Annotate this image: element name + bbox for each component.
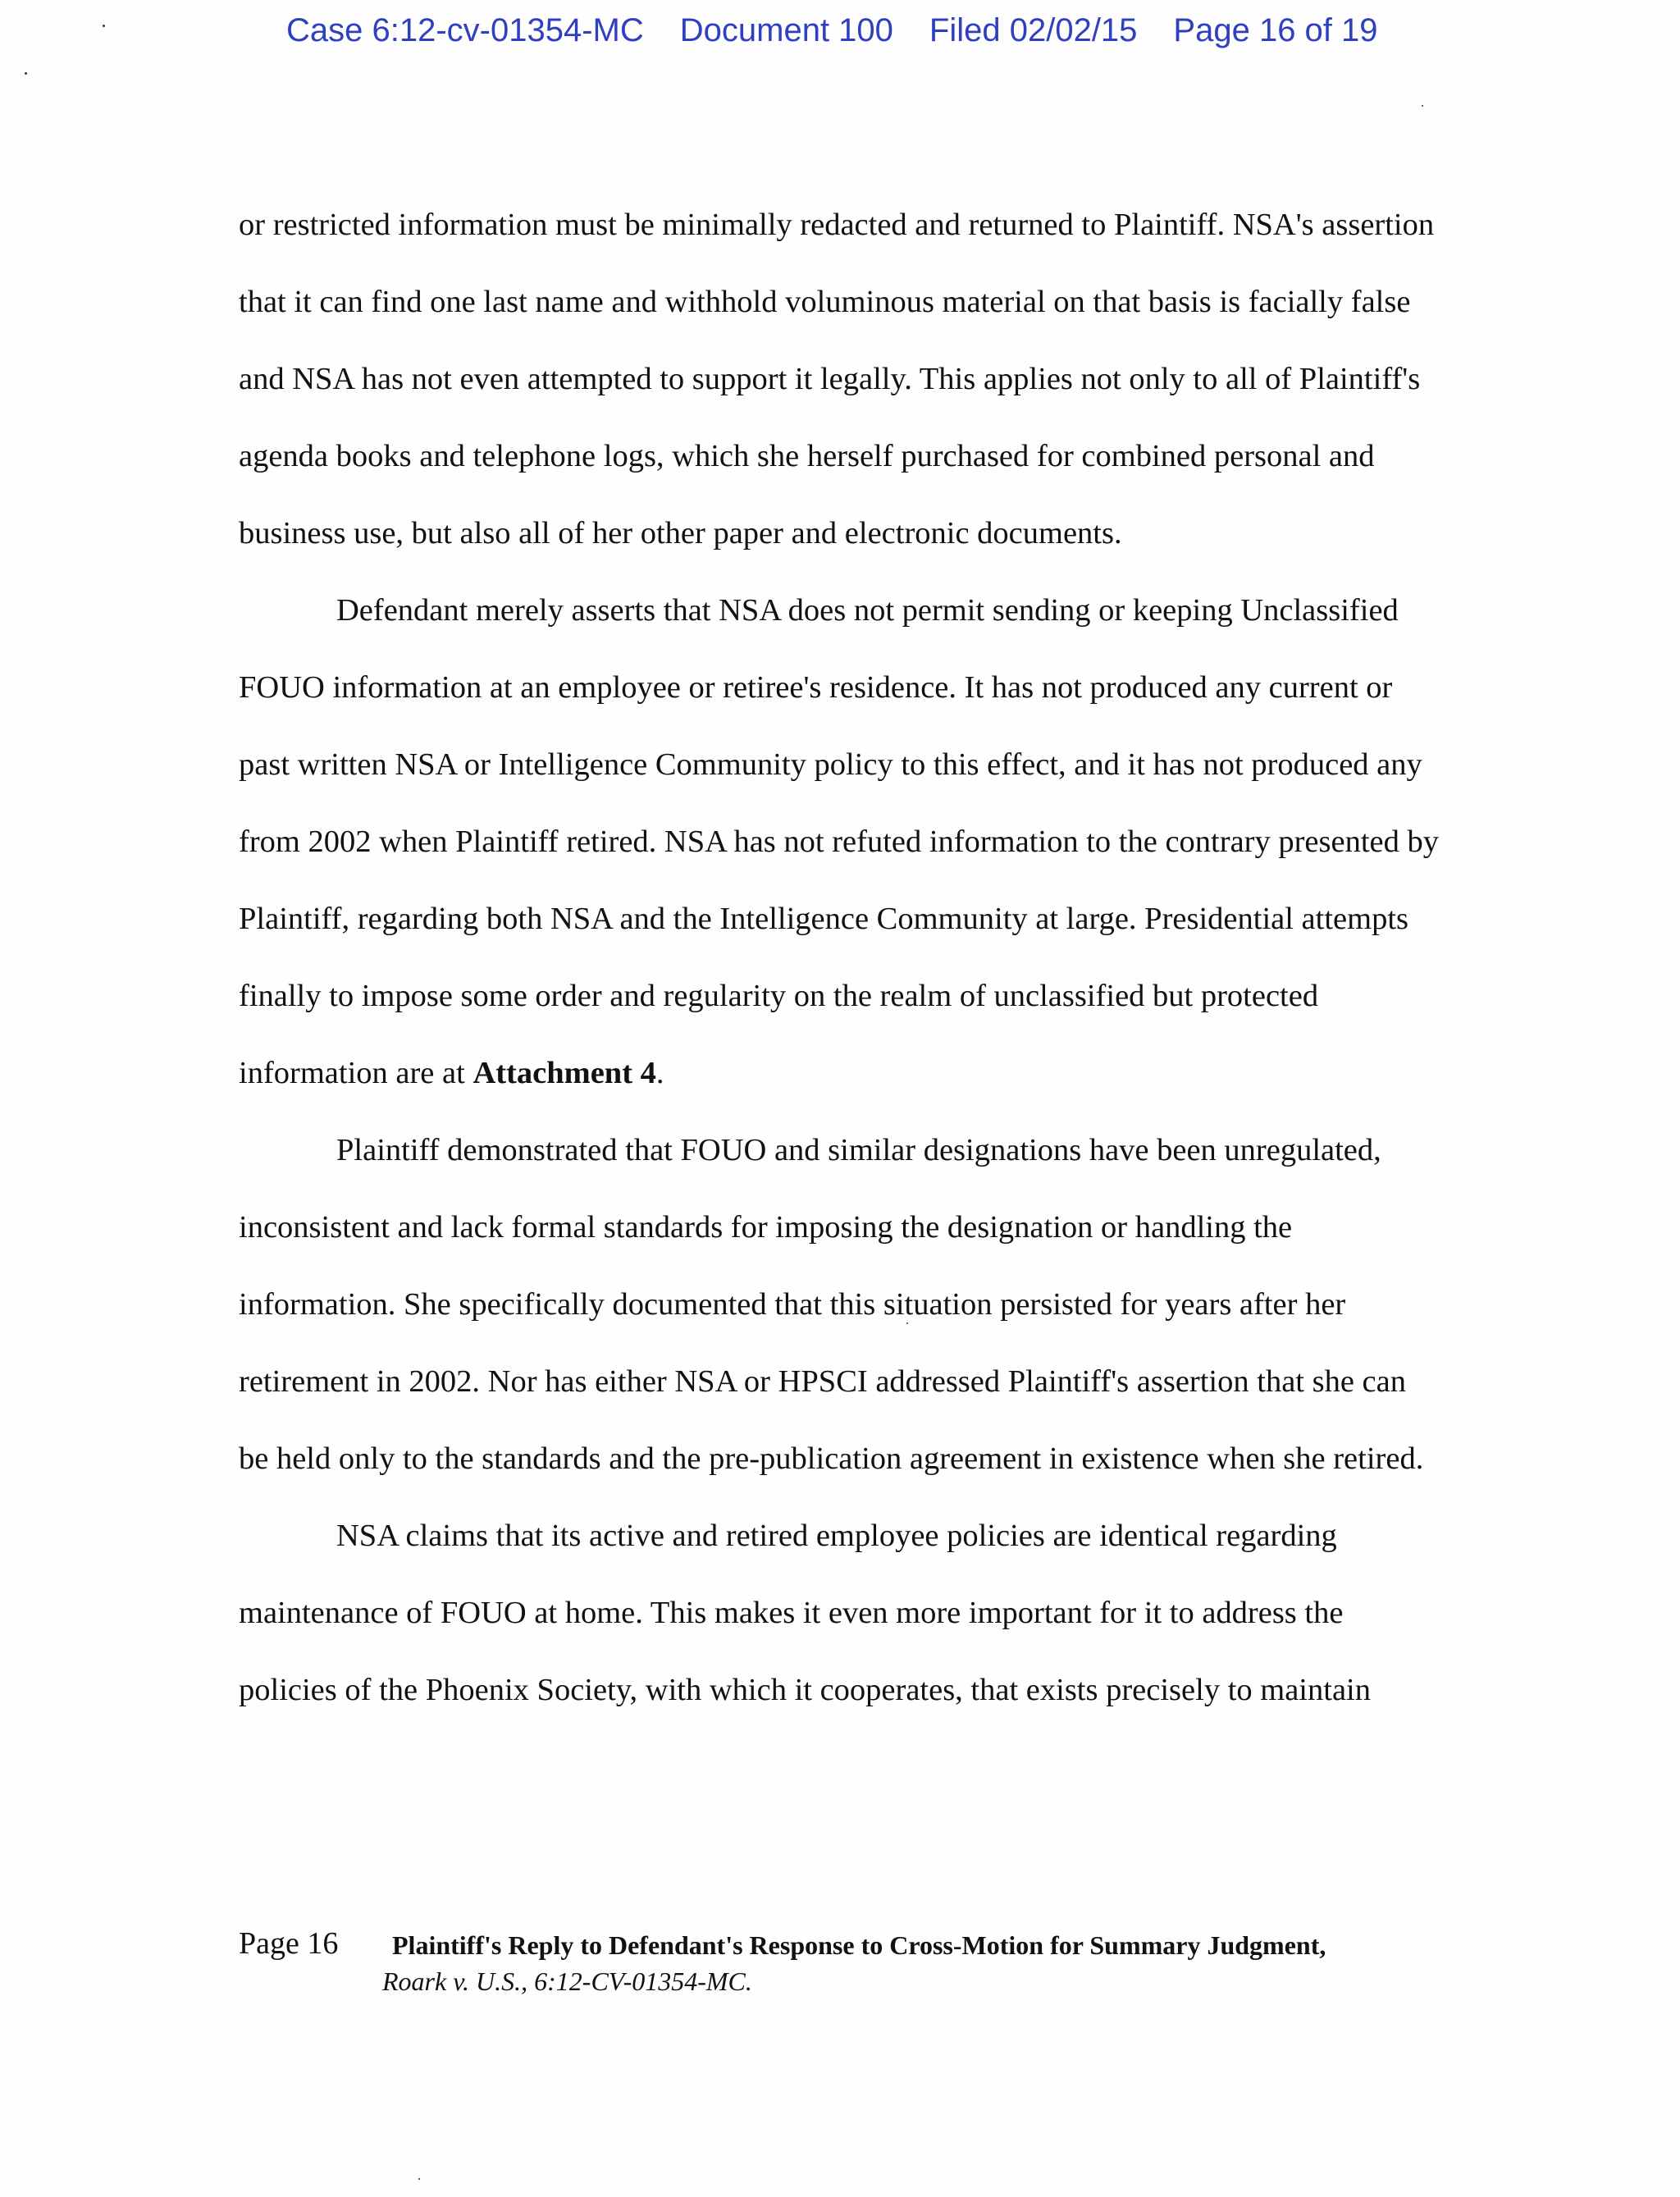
scan-speck: [1422, 105, 1423, 107]
scan-speck: [103, 25, 105, 27]
paragraph-4: NSA claims that its active and retired employee policies are identical regarding maintenance of FOUO at home. This makes it even more important for it to address the policies of the Phoenix Society, with which it cooperates, that exists precisely to maintain: [239, 1519, 1371, 1707]
scan-speck: [418, 2178, 420, 2180]
case-number: Case 6:12-cv-01354-MC: [286, 12, 644, 48]
footer-document-title: Plaintiff's Reply to Defendant's Response to Cross-Motion for Summary Judgment,: [392, 1930, 1326, 1960]
paragraph-2: [239, 572, 1440, 1112]
paragraph-3: Plaintiff demonstrated that FOUO and similar designations have been unregulated, inconsistent and lack formal standards for imposing the designation or handling the information. She specifically documented that this situation persisted for years after her retirement in 2002. Nor has either NSA or HPSCI addressed Plaintiff's assertion that she can be held only to the standards and the pre-publication agreement in existence when she retired.: [239, 1133, 1424, 1476]
paragraph-2-end: .: [655, 1056, 664, 1090]
page-indicator: Page 16 of 19: [1173, 12, 1378, 48]
footer-case-caption: Roark v. U.S., 6:12-CV-01354-MC.: [382, 1966, 752, 1996]
scan-speck: [25, 72, 27, 75]
filed-date: Filed 02/02/15: [929, 12, 1138, 48]
attachment-reference: Attachment 4: [472, 1056, 656, 1090]
paragraph-2-text: Defendant merely asserts that NSA does not permit sending or keeping Unclassified FOUO information at an employee or retiree's residence. It has not produced any current or past written NSA or Intelligence Community policy to this effect, and it has not produced any from 2002 when Plaintiff retired. NSA has not refuted information to the contrary presented by Plaintiff, regarding both NSA and the Intelligence Community at large. Presidential attempts finally to impose some order and regularity on the realm of unclassified but protected information are at: [239, 593, 1439, 1090]
document-body: [239, 186, 1440, 1729]
footer-page-number: Page 16: [239, 1926, 339, 1961]
case-header-stamp: [286, 10, 1402, 51]
paragraph-1: or restricted information must be minimally redacted and returned to Plaintiff. NSA's assertion that it can find one last name and withhold voluminous material on that basis is facially false and NSA has not even attempted to support it legally. This applies not only to all of Plaintiff's agenda books and telephone logs, which she herself purchased for combined personal and business use, but also all of her other paper and electronic documents.: [239, 208, 1435, 550]
document-number: Document 100: [679, 12, 893, 48]
